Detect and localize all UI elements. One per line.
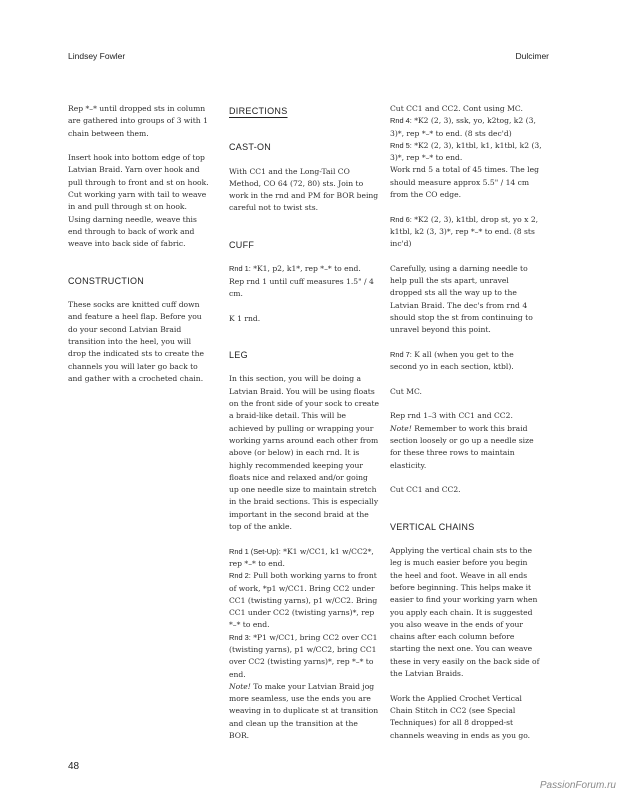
column-1 <box>68 103 210 398</box>
rnd6-text: *K2 (2, 3), k1tbl, drop st, yo x 2, k1tbl, k2 (3, 3)*, rep *–* to end. (8 sts inc'd) <box>390 214 539 249</box>
cuff-knit-round: K 1 rnd. <box>229 313 261 323</box>
vertical-chains-text-1: Applying the vertical chain sts to the leg is much easier before you begin the heel and foot. Weave in all ends before beginning. This helps make it easier to find your working yarn when you apply each chain. It is suggested you also weave in the ends of your chains after each column before starting the next one. You can weave these in very easily on the back side of the Latvian Braids. <box>390 546 540 679</box>
rnd6-label: Rnd 6: <box>390 214 412 224</box>
construction-heading: CONSTRUCTION <box>68 275 145 286</box>
rnd4-label: Rnd 4: <box>390 116 412 126</box>
rnd7-text: K all (when you get to the second yo in each section, ktbl). <box>390 349 514 372</box>
header-author: Lindsey Fowler <box>68 51 126 61</box>
leg-rnd2-text: Pull both working yarns to front of work, *p1 w/CC1. Bring CC2 under CC1 (twisting yarns), p1 w/CC2. Bring CC1 under CC2 (twisting yarns)*, rep *–* to end. <box>229 571 378 630</box>
cuff-instructions <box>229 263 379 300</box>
work-rnd5-text: Work rnd 5 a total of 45 times. The leg should measure approx 5.5" / 14 cm from the CO edge. <box>390 165 539 200</box>
cut-cc-cont-mc: Cut CC1 and CC2. Cont using MC. <box>390 104 523 113</box>
leg-rnd3-label: Rnd 3: <box>229 632 251 642</box>
rnd5-text: *K2 (2, 3), k1tbl, k1, k1tbl, k2 (3, 3)*, rep *–* to end. <box>390 140 542 163</box>
leg-rnd1-label: Rnd 1 (Set-Up): <box>229 546 281 556</box>
vertical-chains-heading: VERTICAL CHAINS <box>390 521 475 532</box>
watermark: PassionForum.ru <box>539 780 616 791</box>
cut-mc: Cut MC. <box>390 386 422 396</box>
cuff-rnd1-label: Rnd 1: <box>229 264 251 274</box>
repeat-rounds-text: Rep rnd 1–3 with CC1 and CC2. <box>390 411 513 421</box>
rnd7-label: Rnd 7: <box>390 349 412 359</box>
rnd7 <box>390 349 542 374</box>
braid-note-label: Note! <box>390 423 412 433</box>
leg-note-text: To make your Latvian Braid jog more seamless, use the ends you are weaving in to duplicate st at transition and clean up the transition at the BOR. <box>229 681 379 741</box>
cast-on-text: With CC1 and the Long-Tail CO Method, CO 64 (72, 80) sts. Join to work in the rnd and PM for BOR being careful not to twist sts. <box>229 166 379 213</box>
leg-rnd2-label: Rnd 2: <box>229 571 251 581</box>
rnd6 <box>390 214 542 251</box>
header-pattern-name: Dulcimer <box>515 51 549 61</box>
rnd5-label: Rnd 5: <box>390 140 412 150</box>
leg-note-label: Note! <box>229 681 251 691</box>
leg-intro: In this section, you will be doing a Latvian Braid. You will be using floats on the front side of your sock to create a braid-like detail. This will be achieved by pulling or wrapping your working yarns around each other from above (or below) in each rnd. It is highly recommended keeping your floats nice and relaxed and/or going up one needle size to maintain stretch in the braid sections. This is especially important in the second braid at the top of the ankle. <box>229 374 380 532</box>
leg-heading: LEG <box>229 350 248 361</box>
braid-note-text: Remember to work this braid section loosely or go up a needle size for these three rows to maintain elasticity. <box>390 423 534 470</box>
directions-heading: DIRECTIONS <box>229 106 288 116</box>
paragraph-insert-hook: Insert hook into bottom edge of top Latvian Braid. Yarn over hook and pull through to front and st on hook. Cut working yarn with tail to weave in and pull through st on hook. Using darning needle, weave this end through to back of work and weave into back side of fabric. <box>68 153 209 249</box>
cuff-repeat: Rep rnd 1 until cuff measures 1.5" / 4 cm. <box>229 276 374 298</box>
paragraph-repeat: Rep *–* until dropped sts in column are gathered into groups of 3 with 1 chain between them. <box>68 104 208 138</box>
cuff-heading: CUFF <box>229 240 255 251</box>
page-number: 48 <box>68 761 80 772</box>
leg-rounds <box>229 546 379 743</box>
leg-rnd1-text: *K1 w/CC1, k1 w/CC2*, rep *–* to end. <box>229 546 374 568</box>
repeat-braid <box>390 410 542 471</box>
leg-continued <box>390 103 542 201</box>
vertical-chains-text-2: Work the Applied Crochet Vertical Chain Stitch in CC2 (see Special Techniques) for all 8 dropped-st channels weaving in ends as you go. <box>390 693 531 740</box>
column-3 <box>390 103 542 754</box>
construction-text: These socks are knitted cuff down and feature a heel flap. Before you do your second Latvian Braid transition into the heel, you will drop the indicated sts to create the channels you will later go back to and gather with a crocheted chain. <box>68 300 204 383</box>
column-2 <box>229 103 379 755</box>
leg-rnd3-text: *P1 w/CC1, bring CC2 over CC1 (twisting yarns), p1 w/CC2, bring CC1 over CC2 (twisting yarns)*, rep *–* to end. <box>229 632 378 679</box>
cast-on-heading: CAST-ON <box>229 142 272 153</box>
cuff-rnd1-text: *K1, p2, k1*, rep *–* to end. <box>250 264 361 274</box>
rnd4-text: *K2 (2, 3), ssk, yo, k2tog, k2 (3, 3)*, rep *–* to end. (8 sts dec'd) <box>390 116 536 138</box>
cut-cc1-cc2: Cut CC1 and CC2. <box>390 485 461 495</box>
darning-paragraph: Carefully, using a darning needle to help pull the sts apart, unravel dropped sts all the way up to the Latvian Braid. The dec's from rnd 4 should stop the st from continuing to unravel beyond this point. <box>390 263 533 335</box>
